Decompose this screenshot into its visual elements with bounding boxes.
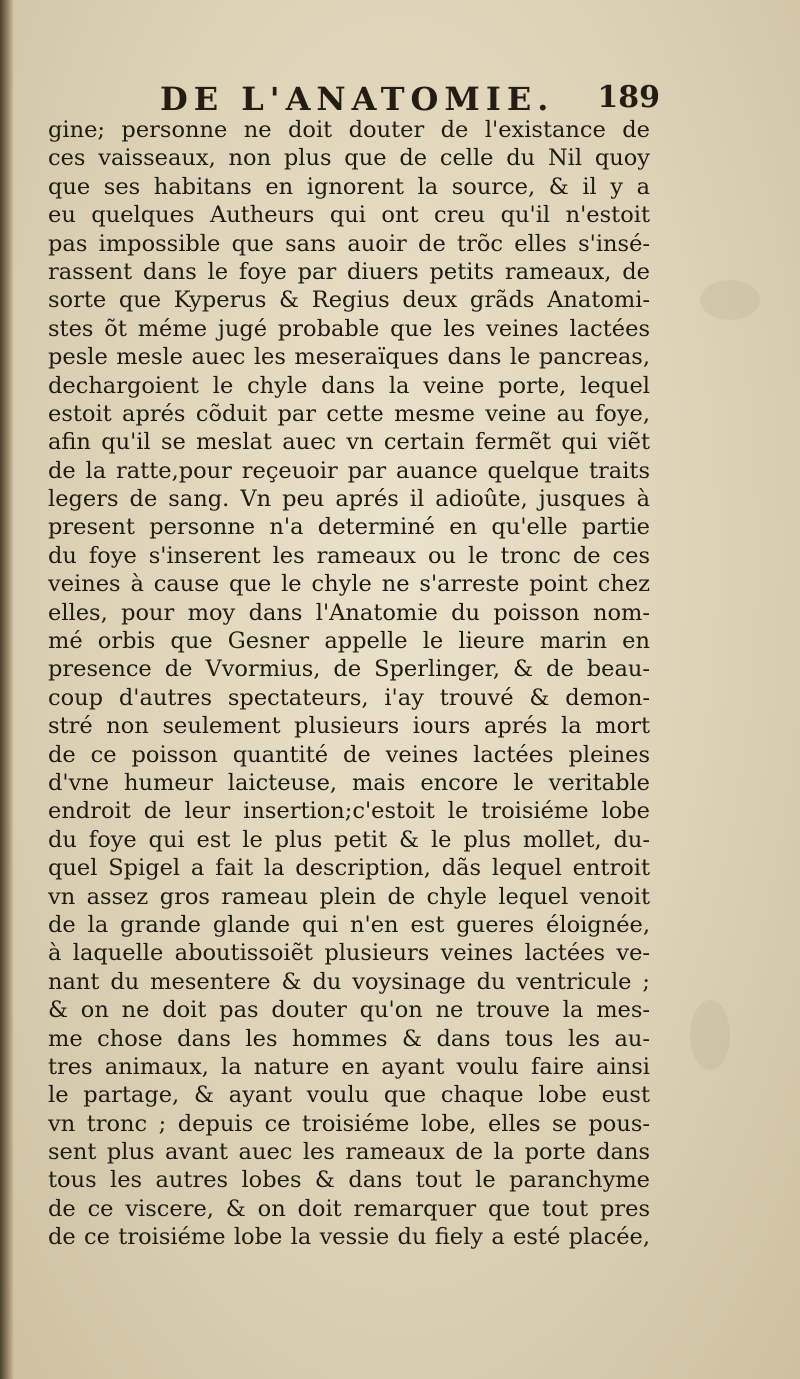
text-line: dechargoient le chyle dans la veine porte, lequel	[48, 372, 650, 399]
text-line: me chose dans les hommes & dans tous les au-	[48, 1025, 650, 1052]
text-line: du foye s'inserent les rameaux ou le tronc de ces	[48, 542, 650, 569]
page-header	[60, 80, 660, 120]
body-text	[48, 116, 650, 1252]
text-line: gine; personne ne doit douter de l'existance de	[48, 117, 650, 143]
text-line: sorte que Kyperus & Regius deux grãds Anatomi-	[48, 287, 650, 314]
text-line: present personne n'a determiné en qu'elle partie	[48, 514, 650, 541]
text-line: tres animaux, la nature en ayant voulu faire ainsi	[48, 1053, 650, 1080]
text-line: de ce poisson quantité de veines lactées pleines	[48, 741, 650, 768]
text-line: ces vaisseaux, non plus que de celle du Nil quoy	[48, 145, 650, 172]
text-line: afin qu'il se meslat auec vn certain fermẽt qui viẽt	[48, 429, 650, 456]
text-line: & on ne doit pas douter qu'on ne trouve la mes-	[48, 997, 650, 1024]
text-line: coup d'autres spectateurs, i'ay trouvé & demon-	[48, 684, 650, 711]
text-line: vn tronc ; depuis ce troisiéme lobe, elles se pous-	[48, 1110, 650, 1137]
text-line: mé orbis que Gesner appelle le lieure marin en	[48, 628, 650, 655]
text-line: presence de Vvormius, de Sperlinger, & de beau-	[48, 656, 650, 683]
text-line: à laquelle aboutissoiẽt plusieurs veines lactées ve-	[48, 940, 650, 967]
page-gutter	[0, 0, 14, 1379]
text-line: d'vne humeur laicteuse, mais encore le veritable	[48, 769, 650, 796]
text-line: stes õt méme jugé probable que les veines lactées	[48, 315, 650, 342]
page-number: 189	[597, 80, 660, 115]
text-line: eu quelques Autheurs qui ont creu qu'il n'estoit	[48, 202, 650, 229]
text-line: vn assez gros rameau plein de chyle lequel venoit	[48, 883, 650, 910]
text-line: de ce viscere, & on doit remarquer que tout pres	[48, 1195, 650, 1222]
text-line: veines à cause que le chyle ne s'arreste point chez	[48, 571, 650, 598]
text-line: sent plus avant auec les rameaux de la porte dans	[48, 1139, 650, 1166]
text-line: de la grande glande qui n'en est gueres éloignée,	[48, 911, 650, 938]
text-line: tous les autres lobes & dans tout le paranchyme	[48, 1167, 650, 1194]
text-line: quel Spigel a fait la description, dãs lequel entroit	[48, 855, 650, 882]
text-line: que ses habitans en ignorent la source, & il y a	[48, 173, 650, 200]
text-line: stré non seulement plusieurs iours aprés la mort	[48, 713, 650, 740]
paper-stain	[700, 280, 760, 320]
text-line: pas impossible que sans auoir de trõc elles s'insé-	[48, 230, 650, 257]
paper-stain	[690, 1000, 730, 1070]
text-line: nant du mesentere & du voysinage du ventricule ;	[48, 968, 650, 995]
text-line: pesle mesle auec les meseraïques dans le pancreas,	[48, 344, 650, 371]
text-line: le partage, & ayant voulu que chaque lobe eust	[48, 1082, 650, 1109]
text-line: estoit aprés cõduit par cette mesme veine au foye,	[48, 400, 650, 427]
text-line: du foye qui est le plus petit & le plus mollet, du-	[48, 826, 650, 853]
text-line: endroit de leur insertion;c'estoit le troisiéme lobe	[48, 798, 650, 825]
text-line: legers de sang. Vn peu aprés il adioûte, jusques à	[48, 486, 650, 513]
text-line: rassent dans le foye par diuers petits rameaux, de	[48, 258, 650, 285]
text-line: de ce troisiéme lobe la vessie du fiely a esté placée,	[48, 1224, 650, 1251]
text-line: elles, pour moy dans l'Anatomie du poisson nom-	[48, 599, 650, 626]
text-line: de la ratte,pour reçeuoir par auance quelque traits	[48, 457, 650, 484]
running-title: DE L'ANATOMIE.	[160, 80, 555, 118]
